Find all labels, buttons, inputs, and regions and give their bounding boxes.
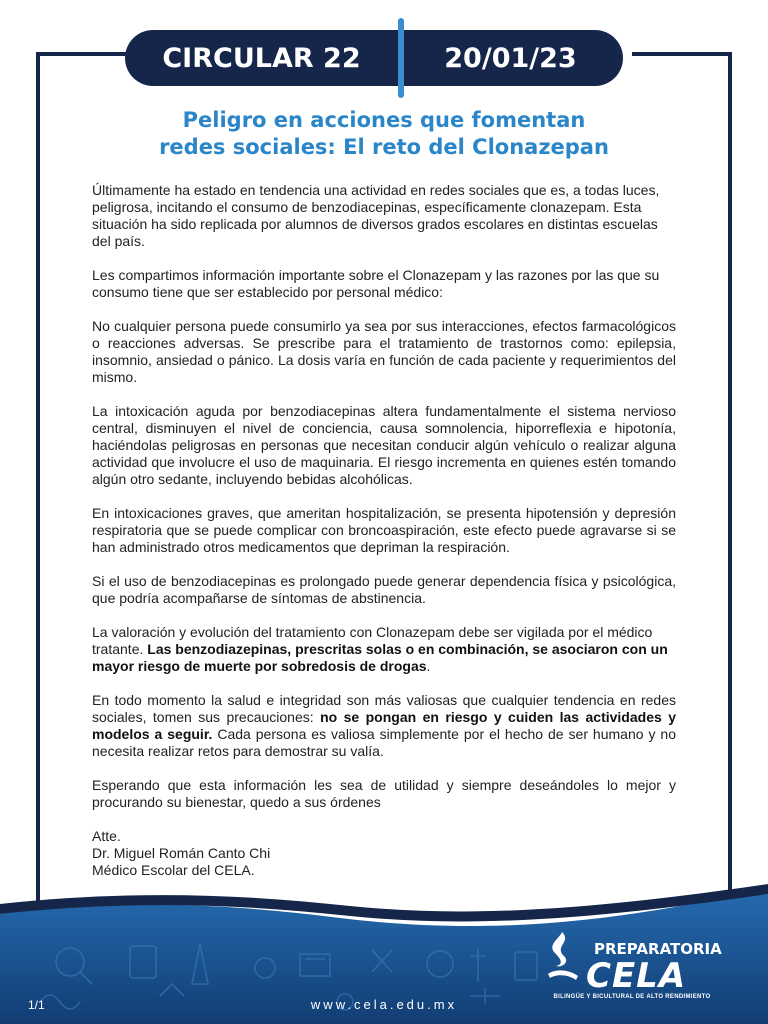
signature-block: [92, 828, 676, 879]
paragraph-closing: Esperando que esta información les sea de utilidad y siempre deseándoles lo mejor y procurando su bienestar, quedo a sus órdenes: [92, 777, 676, 810]
health-end: Cada persona es valiosa simplemente por el hecho de ser humano y no necesita realizar retos para demostrar su valía.: [92, 726, 676, 759]
health-text: En todo momento la salud e integridad son más valiosas que cualquier tendencia en redes sociales, tomen sus precauciones:: [92, 692, 676, 725]
frame-top-left-border: [36, 52, 136, 56]
signature-role: Médico Escolar del CELA.: [92, 862, 255, 878]
paragraph-dependence: Si el uso de benzodiacepinas es prolongado puede generar dependencia física y psicológica, que podría acompañarse de síntomas de abstinencia.: [92, 573, 676, 606]
treatment-end: .: [426, 658, 431, 674]
signature-name: Dr. Miguel Román Canto Chi: [92, 845, 271, 861]
header-divider: [398, 18, 404, 98]
paragraph-intro: Últimamente ha estado en tendencia una actividad en redes sociales que es, a todas luces, peligrosa, incitando el consumo de benzodiacepinas, específicamente clonazepam. Esta situación ha sido replicada por alumnos de diversos grados escolares en distintas escuelas del país.: [92, 182, 660, 249]
frame-left-border: [36, 52, 40, 922]
circular-date: 20/01/23: [444, 42, 577, 74]
title-line-1: Peligro en acciones que fomentan: [182, 108, 586, 132]
circular-header: [125, 30, 623, 86]
title-line-2: redes sociales: El reto del Clonazepan: [159, 135, 609, 159]
treatment-text: La valoración y evolución del tratamiento con Clonazepam debe ser vigilada por el médico tratante.: [92, 624, 653, 657]
cela-flame-icon: [542, 928, 582, 984]
signature-closing: Atte.: [92, 828, 121, 844]
cela-logo: [542, 928, 722, 1008]
paragraph-severe-intoxication: En intoxicaciones graves, que ameritan hospitalización, se presenta hipotensión y depresión respiratoria que se puede complicar con broncoaspiración, este efecto puede agravarse si se han administrado otros medicamentos que depriman la respiración.: [92, 505, 676, 555]
page-number: 1/1: [28, 998, 45, 1012]
circular-number: CIRCULAR 22: [162, 42, 361, 74]
paragraph-acute-intoxication: La intoxicación aguda por benzodiacepinas altera fundamentalmente el sistema nervioso central, disminuyen el nivel de conciencia, causa somnolencia, hiporreflexia e hipotonía, haciéndolas peligrosas en personas que necesitan conducir algún vehículo o realizar alguna actividad que involucre el uso de maquinaria. El riesgo incrementa en quienes estén tomando algún otro sedante, incluyendo bebidas alcohólicas.: [92, 403, 676, 487]
treatment-warning: Las benzodiazepinas, prescritas solas o en combinación, se asociaron con un mayor riesgo de muerte por sobredosis de drogas: [92, 641, 668, 674]
logo-tagline: BILINGÜE Y BICULTURAL DE ALTO RENDIMIENTO: [553, 994, 711, 1000]
document-title: [60, 107, 708, 161]
paragraph-treatment: [92, 624, 676, 675]
frame-top-right-border: [632, 52, 732, 56]
paragraph-health: [92, 692, 676, 760]
logo-cela: CELA: [586, 956, 687, 996]
frame-right-border: [728, 52, 732, 922]
logo-preparatoria: PREPARATORIA: [594, 940, 722, 958]
paragraph-information: Les compartimos información importante sobre el Clonazepam y las razones por las que su consumo tiene que ser establecido por personal médico:: [92, 267, 660, 300]
paragraph-prescription: No cualquier persona puede consumirlo ya sea por sus interacciones, efectos farmacológicos o reacciones adversas. Se prescribe para el tratamiento de trastornos como: epilepsia, insomnio, ansiedad o pánico. La dosis varía en función de cada paciente y requerimientos del mismo.: [92, 318, 676, 385]
website-link[interactable]: www.cela.edu.mx: [310, 997, 458, 1012]
health-warning: no se pongan en riesgo y cuiden las actividades y modelos a seguir.: [92, 709, 676, 742]
footer-band: [0, 884, 768, 1024]
document-body: [92, 182, 676, 879]
